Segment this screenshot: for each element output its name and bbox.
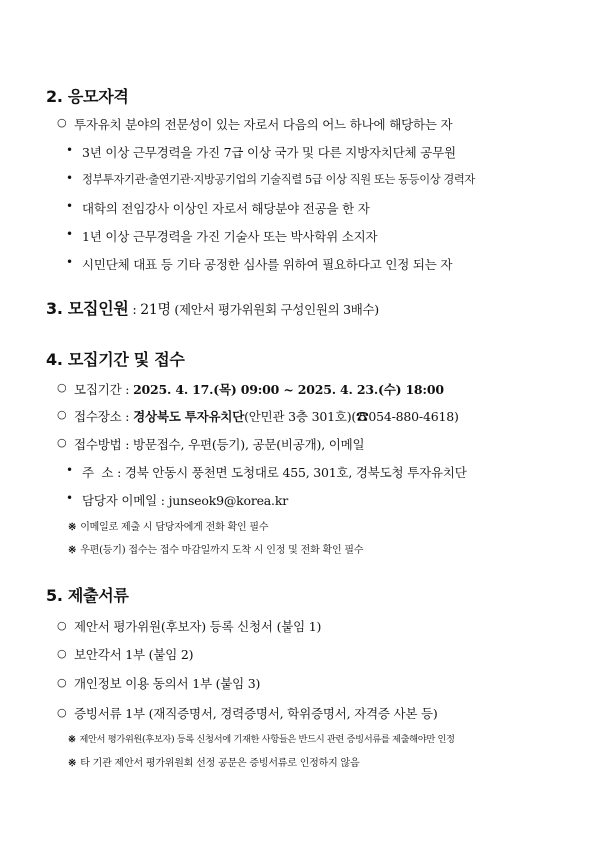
dot-bullet: • [66, 255, 74, 269]
period-row [74, 380, 444, 398]
sec5-item: 보안각서 1부 (붙임 2) [74, 647, 194, 662]
period-label: 모집기간 : [74, 382, 134, 397]
place-detail: (안민관 3층 301호)( [244, 409, 357, 424]
sec2-item: 정부투자기관·출연기관·지방공기업의 기술직렬 5급 이상 직원 또는 동등이상 경력자 [82, 173, 475, 186]
section-2-heading: 2. 응모자격 [46, 87, 129, 106]
email-row: 담당자 이메일 : junseok9@korea.kr [82, 493, 288, 508]
circle-bullet: ○ [57, 647, 67, 660]
note-text: 제안서 평가위원(후보자) 등록 신청서에 기재한 사항들은 반드시 관련 증빙서류를 제출해야만 인정 [79, 734, 455, 745]
note-mark: ※ [68, 734, 76, 745]
note-mark: ※ [68, 758, 77, 769]
note-mark: ※ [68, 522, 77, 533]
section-3-count: 21명 [140, 302, 171, 318]
phone-number: 054-880-4618) [368, 409, 459, 424]
address-row: 주 소 : 경북 안동시 풍천면 도청대로 455, 301호, 경북도청 투자유치단 [82, 465, 467, 480]
sec2-intro: 투자유치 분야의 전문성이 있는 자로서 다음의 어느 하나에 해당하는 자 [74, 117, 453, 132]
circle-bullet: ○ [57, 676, 67, 689]
sec5-item: 개인정보 이용 동의서 1부 (붙임 3) [74, 676, 261, 691]
sec5-item: 제안서 평가위원(후보자) 등록 신청서 (붙임 1) [74, 619, 322, 634]
sec4-note [68, 541, 363, 556]
circle-bullet: ○ [57, 408, 67, 421]
note-text: 타 기관 제안서 평가위원회 선정 공문은 증빙서류로 인정하지 않음 [80, 758, 360, 769]
sec2-item: 시민단체 대표 등 기타 공정한 심사를 위하여 필요하다고 인정 되는 자 [82, 257, 453, 272]
place-name: 경상북도 투자유치단 [133, 409, 245, 424]
section-3-heading [46, 296, 379, 319]
sec2-item: 대학의 전임강사 이상인 자로서 해당분야 전공을 한 자 [82, 201, 370, 216]
dot-bullet: • [66, 171, 74, 185]
circle-bullet: ○ [57, 436, 67, 449]
place-row [74, 407, 459, 425]
dot-bullet: • [66, 143, 74, 157]
note-text: 이메일로 제출 시 담당자에게 전화 확인 필수 [80, 522, 269, 533]
section-3-colon: : [128, 303, 141, 318]
period-value: 2025. 4. 17.(목) 09:00 ~ 2025. 4. 23.(수) 18:00 [133, 382, 444, 397]
dot-bullet: • [66, 491, 74, 505]
section-3-title: 3. 모집인원 [46, 299, 129, 318]
sec5-note [68, 754, 359, 769]
section-5-heading: 5. 제출서류 [46, 586, 129, 605]
circle-bullet: ○ [57, 381, 67, 394]
phone-icon: ☎ [356, 409, 369, 424]
dot-bullet: • [66, 227, 74, 241]
sec2-item: 3년 이상 근무경력을 가진 7급 이상 국가 및 다른 지방자치단체 공무원 [82, 145, 456, 160]
method-row: 접수방법 : 방문접수, 우편(등기), 공문(비공개), 이메일 [74, 437, 365, 452]
note-text: 우편(등기) 접수는 접수 마감일까지 도착 시 인정 및 전화 확인 필수 [80, 545, 364, 556]
section-4-heading: 4. 모집기간 및 접수 [46, 350, 185, 369]
note-mark: ※ [68, 545, 77, 556]
circle-bullet: ○ [57, 619, 67, 632]
circle-bullet: ○ [57, 706, 67, 719]
sec5-note [68, 731, 455, 745]
dot-bullet: • [66, 199, 74, 213]
place-label: 접수장소 : [74, 409, 134, 424]
sec4-note [68, 518, 268, 533]
sec5-item: 증빙서류 1부 (재직증명서, 경력증명서, 학위증명서, 자격증 사본 등) [74, 706, 438, 721]
sec2-item: 1년 이상 근무경력을 가진 기술사 또는 박사학위 소지자 [82, 229, 378, 244]
circle-bullet: ○ [57, 116, 67, 129]
dot-bullet: • [66, 463, 74, 477]
section-3-note: (제안서 평가위원회 구성인원의 3배수) [170, 302, 379, 317]
